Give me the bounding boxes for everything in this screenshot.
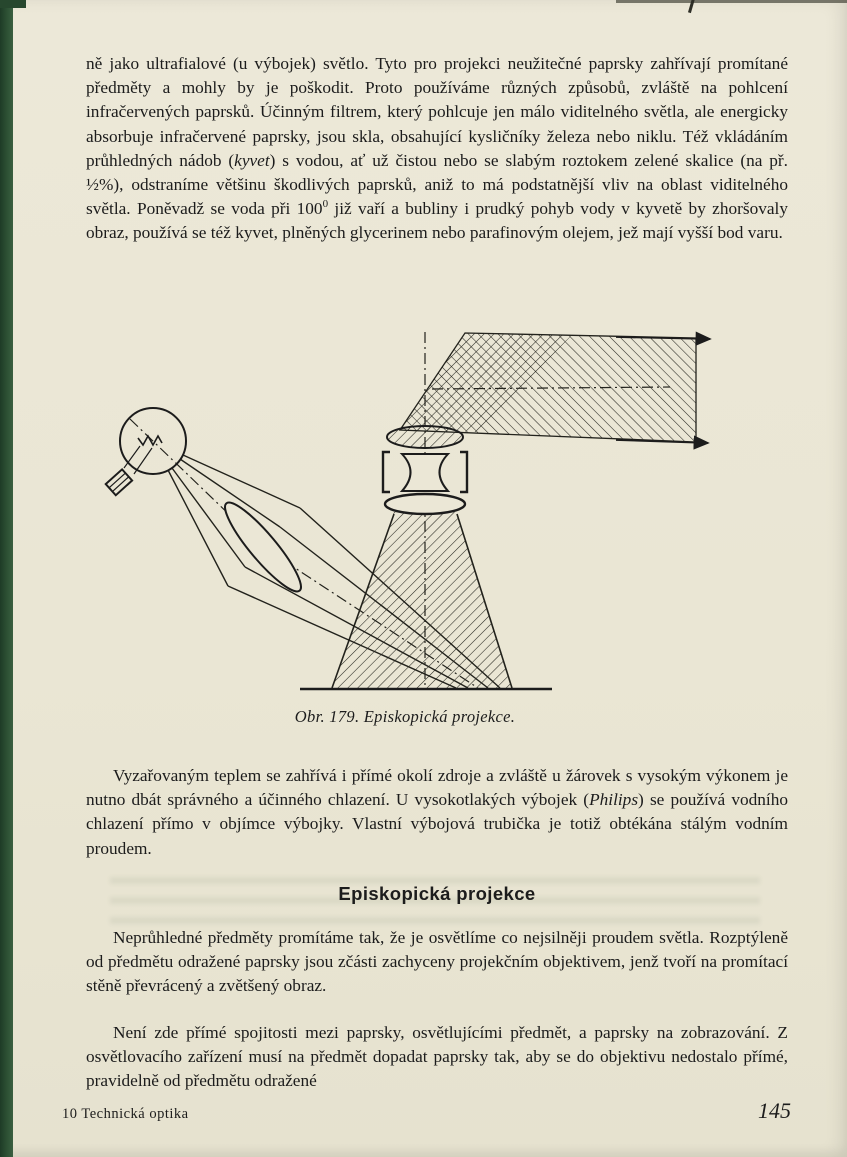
bulb-filament [138, 436, 162, 445]
page-number: 145 [758, 1098, 791, 1123]
lens-mount-left-bracket [383, 452, 390, 492]
text-run: ně jako ultrafialové (u výbojek) světlo. Tyto pro projekci neužitečné paprsky zahřívají promítané předměty a mohly by je poškodit. Proto používáme různých způsobů, zvláště na pohlcení infračervených paprsků. Účinným filtrem, který pohlcuje jen málo viditelného světla, ale energicky absorbuje infračervené paprsky, jsou skla, obsahující kysličníky železa nebo niklu. Též vkládáním průhledných nádob ( [86, 54, 788, 170]
italic-term-kyvet: kyvet [234, 150, 270, 170]
italic-term-philips: Philips [589, 790, 639, 810]
text-run: ) s vodou, ať už čistou nebo se slabým roztokem zelené skalice (na př. ½%), odstraníme většinu škodlivých paprsků, aniž to má podstatnější vliv na oblast viditelného světla. Poněvadž se voda při 100 [86, 150, 788, 219]
figure-caption: Obr. 179. Episkopická projekce. [294, 707, 516, 726]
superscript-degree: 0 [322, 198, 329, 211]
paragraph-4: Není zde přímé spojitosti mezi paprsky, osvětlujícími předmět, a paprsky na zobrazování. Z osvětlovacího zařízení musí na předmět dopadat paprsky tak, aby se do objektivu nedostalo přímé, pravidelně od předmětu odražené [86, 1023, 788, 1091]
lens-mount-right-bracket [460, 452, 467, 492]
running-footer: 10 Technická optika [62, 1106, 189, 1122]
book-binding-corner [0, 0, 26, 8]
text-run: již vaří a bubliny i prudký pohyb vody v kyvetě by zhoršovaly obraz, používá se též kyvet, plněných glycerinem nebo parafinovým olejem, jež mají vyšší bod varu. [86, 199, 788, 243]
objective-concave-lens [402, 454, 448, 491]
objective-bottom-lens [385, 494, 465, 514]
figure-episcopic-projection [60, 322, 740, 700]
objective-top-lens [387, 426, 463, 448]
paragraph-3: Neprůhledné předměty promítáme tak, že je osvětlíme co nejsilněji proudem světla. Rozptýleně od předmětu odražené paprsky jsou zčásti zachyceny projekčním objektivem, jenž tvoří na promítací stěně převrácený a zvětšený obraz. [86, 928, 788, 996]
objective-lens-assembly [383, 426, 467, 514]
section-heading: Episkopická projekce [338, 883, 536, 904]
book-binding-edge [0, 0, 13, 1157]
bulb-socket [106, 469, 132, 495]
paragraph-2 [86, 764, 788, 861]
paragraph-1 [86, 52, 788, 246]
text-run: Vyzařovaným teplem se zahřívá i přímé okolí zdroje a zvláště u žárovek s vysokým výkonem je nutno dbát správného a účinného chlazení. U vysokotlakých výbojek ( [86, 766, 788, 810]
text-run: ) se používá vodního chlazení přímo v objímce výbojky. Vlastní výbojová trubička je totiž obtékána stálým vodním proudem. [86, 790, 788, 858]
projection-cone [332, 512, 512, 688]
scan-top-edge [616, 0, 847, 3]
episcopic-projection-diagram [60, 322, 740, 700]
projection-beam [400, 333, 710, 443]
